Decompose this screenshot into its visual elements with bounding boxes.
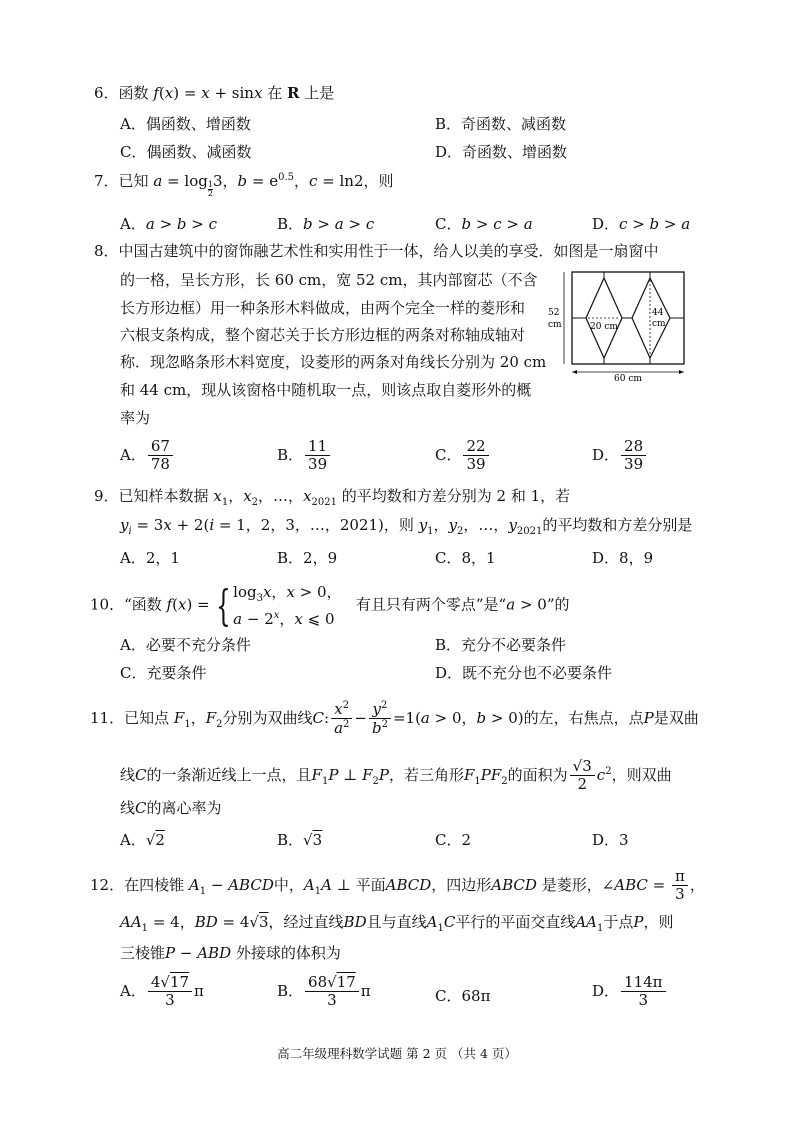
option-c: C．8，1	[435, 549, 496, 567]
diagonal-label-2: 44	[652, 308, 664, 318]
q8-line: 称．现忽略条形木料宽度，设菱形的两条对角线长分别为 20 cm	[120, 353, 547, 371]
option-c: C．b > c > a	[435, 215, 533, 233]
question-number: 6．	[94, 84, 119, 102]
option-d: D． $\frac{114\pi}{3}$	[592, 974, 668, 1010]
option-a: A． $\frac{67}{78}$	[120, 438, 175, 474]
option-b: B．√3	[277, 831, 323, 849]
option-b: B．奇函数、减函数	[435, 115, 567, 133]
q8-line: 率为	[120, 409, 151, 427]
option-c: C．偶函数、减函数	[120, 143, 252, 161]
option-d: D．既不充分也不必要条件	[435, 664, 613, 682]
option-a: A．a > b > c	[120, 215, 218, 233]
option-a: A．必要不充分条件	[120, 636, 251, 654]
option-d: D．3	[592, 831, 629, 849]
question-12: 12．在四棱锥 $A_1$ − ABCD中，$A_1A$ ⊥ 平面ABCD，四边形ABCD 是菱形，∠ABC = $\frac{\pi}{3}$ ，	[90, 867, 705, 904]
question-7: 7．已知 a = log $\frac{1}{2}$ 3，$b = e^{0.5}$，c = ln2，则	[94, 172, 394, 198]
question-number: 10．	[90, 595, 125, 614]
option-c: C． $\frac{22}{39}$	[435, 438, 491, 474]
height-label-unit: cm	[548, 320, 562, 330]
option-a: A．偶函数、增函数	[120, 115, 251, 133]
option-d: D．8，9	[592, 549, 654, 567]
option-c: C．2	[435, 831, 472, 849]
question-number: 12．	[90, 875, 125, 894]
page-footer: 高二年级理科数学试题 第 2 页 （共 4 页）	[277, 1046, 517, 1061]
question-6: 6．函数 f(x) = x + sinx 在 R 上是	[94, 84, 335, 102]
question-11: 11．已知点 $F_1$，$F_2$分别为双曲线C: $\frac{x^2}{a^2}$ − $\frac{y^2}{b^2}$ =1(a > 0，b > 0)的左，右焦点，点P是双曲	[90, 700, 699, 738]
question-number: 9．	[94, 487, 119, 505]
diagonal-label-1: 20 cm	[590, 322, 618, 332]
diagonal-label-2-unit: cm	[652, 319, 666, 329]
option-b: B．2，9	[277, 549, 338, 567]
q11-line2: 线C的一条渐近线上一点，且$F_1P$ ⊥ $F_2P$，若三角形$F_1PF_2$的面积为 $\frac{√3}{2}$ $c^2$，则双曲	[120, 757, 672, 794]
window-lattice-figure	[548, 268, 688, 383]
question-9: 9．已知样本数据 $x_1$，$x_2$，…，$x_{2021}$ 的平均数和方差分别为 2 和 1，若	[94, 487, 571, 508]
width-label: 60 cm	[614, 374, 642, 383]
option-a: A． $\frac{4√17}{3}$ π	[120, 973, 204, 1010]
question-8: 8．中国古建筑中的窗饰融艺术性和实用性于一体，给人以美的享受．如图是一扇窗中	[94, 242, 659, 260]
height-label: 52	[548, 308, 560, 318]
option-d: D．奇函数、增函数	[435, 143, 568, 161]
option-a: A．2，1	[120, 549, 180, 567]
q8-line: 和 44 cm，现从该窗格中随机取一点，则该点取自菱形外的概	[120, 381, 532, 399]
option-b: B．充分不必要条件	[435, 636, 567, 654]
q12-line3: 三棱锥P − ABD 外接球的体积为	[120, 944, 341, 962]
option-d: D． $\frac{28}{39}$	[592, 438, 648, 474]
option-a: A．√2	[120, 831, 165, 849]
option-c: C．68π	[435, 987, 491, 1005]
q9-line2: $y_i = 3x + 2(i = 1$，2，3，…，2021)，则 $y_1$，$y_2$，…，$y_{2021}$的平均数和方差分别是	[120, 516, 693, 537]
q11-line3: 线C的离心率为	[120, 799, 222, 817]
question-number: 7．	[94, 172, 119, 190]
option-b: B． $\frac{68√17}{3}$ π	[277, 973, 371, 1010]
option-b: B． $\frac{11}{39}$	[277, 438, 332, 474]
q8-line: 的一格，呈长方形，长 60 cm，宽 52 cm，其内部窗芯（不含	[120, 271, 538, 289]
option-c: C．充要条件	[120, 664, 207, 682]
option-b: B．b > a > c	[277, 215, 375, 233]
q8-line: 长方形边框）用一种条形木料做成，由两个完全一样的菱形和	[120, 299, 526, 317]
question-number: 8．	[94, 242, 119, 260]
q8-line: 六根支条构成，整个窗芯关于长方形边框的两条对称轴成轴对	[120, 326, 526, 344]
question-number: 11．	[90, 708, 125, 727]
question-10: 10．“函数 f(x) = { $\log_3x$，x > 0， $a - 2^x$，x ⩽ 0 有且只有两个零点”是“a > 0”的	[90, 580, 570, 630]
option-d: D．c > b > a	[592, 215, 691, 233]
q12-line2: $AA_1 = 4$，BD = 4√3，经过直线BD且与直线$A_1C$平行的平面交直线$AA_1$于点P，则	[120, 913, 674, 934]
